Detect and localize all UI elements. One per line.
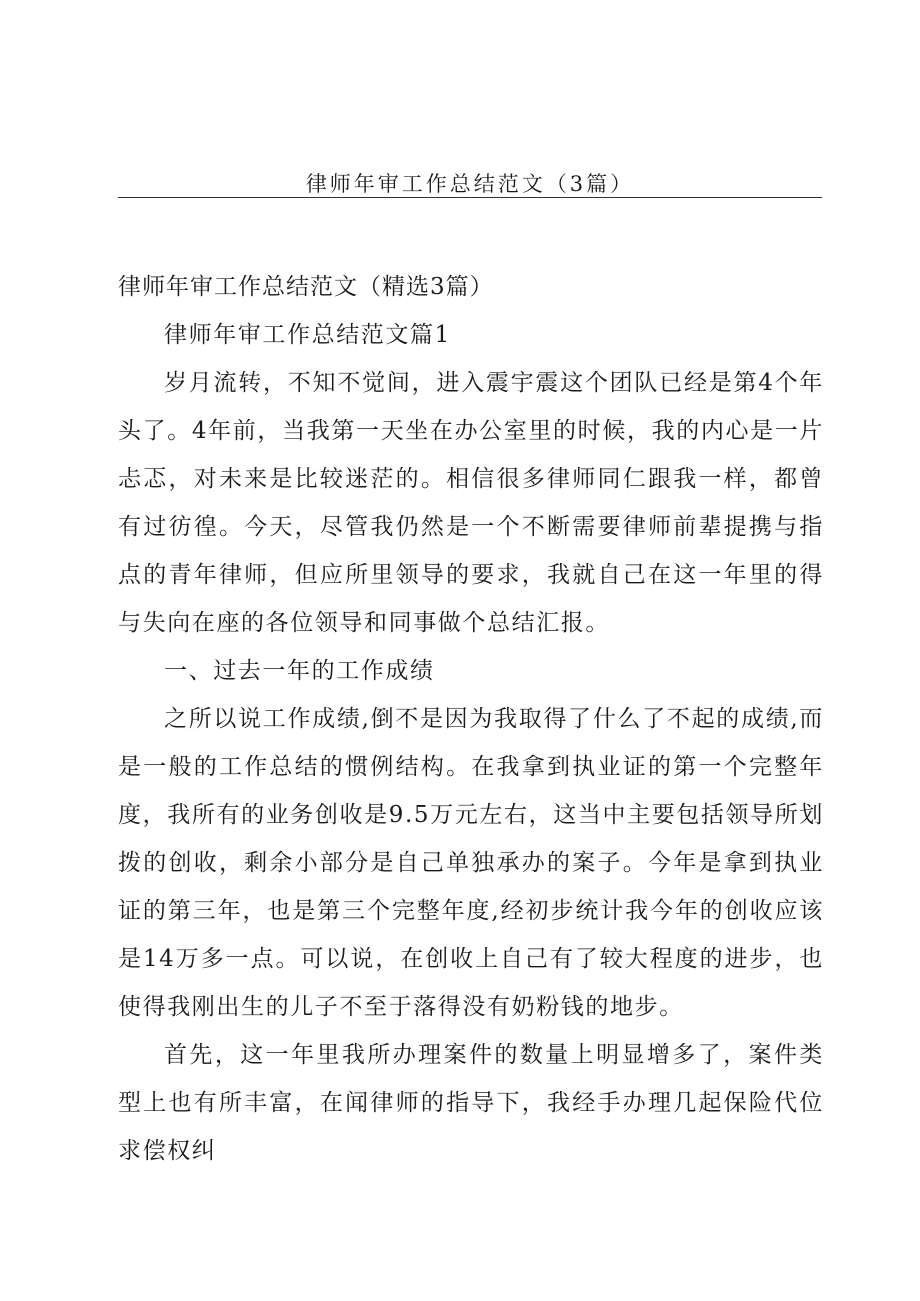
paragraph: 岁月流转，不知不觉间，进入震宇震这个团队已经是第4个年头了。4年前，当我第一天坐在办公室里的时候，我的内心是一片忐忑，对未来是比较迷茫的。相信很多律师同仁跟我一样，都曾有过彷徨。今天，尽管我仍然是一个不断需要律师前辈提携与指点的青年律师，但应所里领导的要求，我就自己在这一年里的得与失向在座的各位领导和同事做个总结汇报。	[118, 370, 824, 636]
header-divider	[118, 197, 822, 198]
page-header-title: 律师年审工作总结范文（3篇）	[305, 172, 635, 196]
document-body	[118, 263, 824, 1175]
document-main-title: 律师年审工作总结范文（精选3篇）	[118, 274, 494, 300]
paragraph: 首先，这一年里我所办理案件的数量上明显增多了，案件类型上也有所丰富，在闻律师的指导下，我经手办理几起保险代位求偿权纠	[118, 1042, 824, 1164]
section-title: 律师年审工作总结范文篇1	[164, 322, 451, 348]
subsection-heading: 一、过去一年的工作成绩	[164, 658, 435, 684]
paragraph: 之所以说工作成绩,倒不是因为我取得了什么了不起的成绩,而是一般的工作总结的惯例结构。在我拿到执业证的第一个完整年度，我所有的业务创收是9.5万元左右，这当中主要包括领导所划拨的创收，剩余小部分是自己单独承办的案子。今年是拿到执业证的第三年，也是第三个完整年度,经初步统计我今年的创收应该是14万多一点。可以说，在创收上自己有了较大程度的进步，也使得我刚出生的儿子不至于落得没有奶粉钱的地步。	[118, 706, 824, 1020]
